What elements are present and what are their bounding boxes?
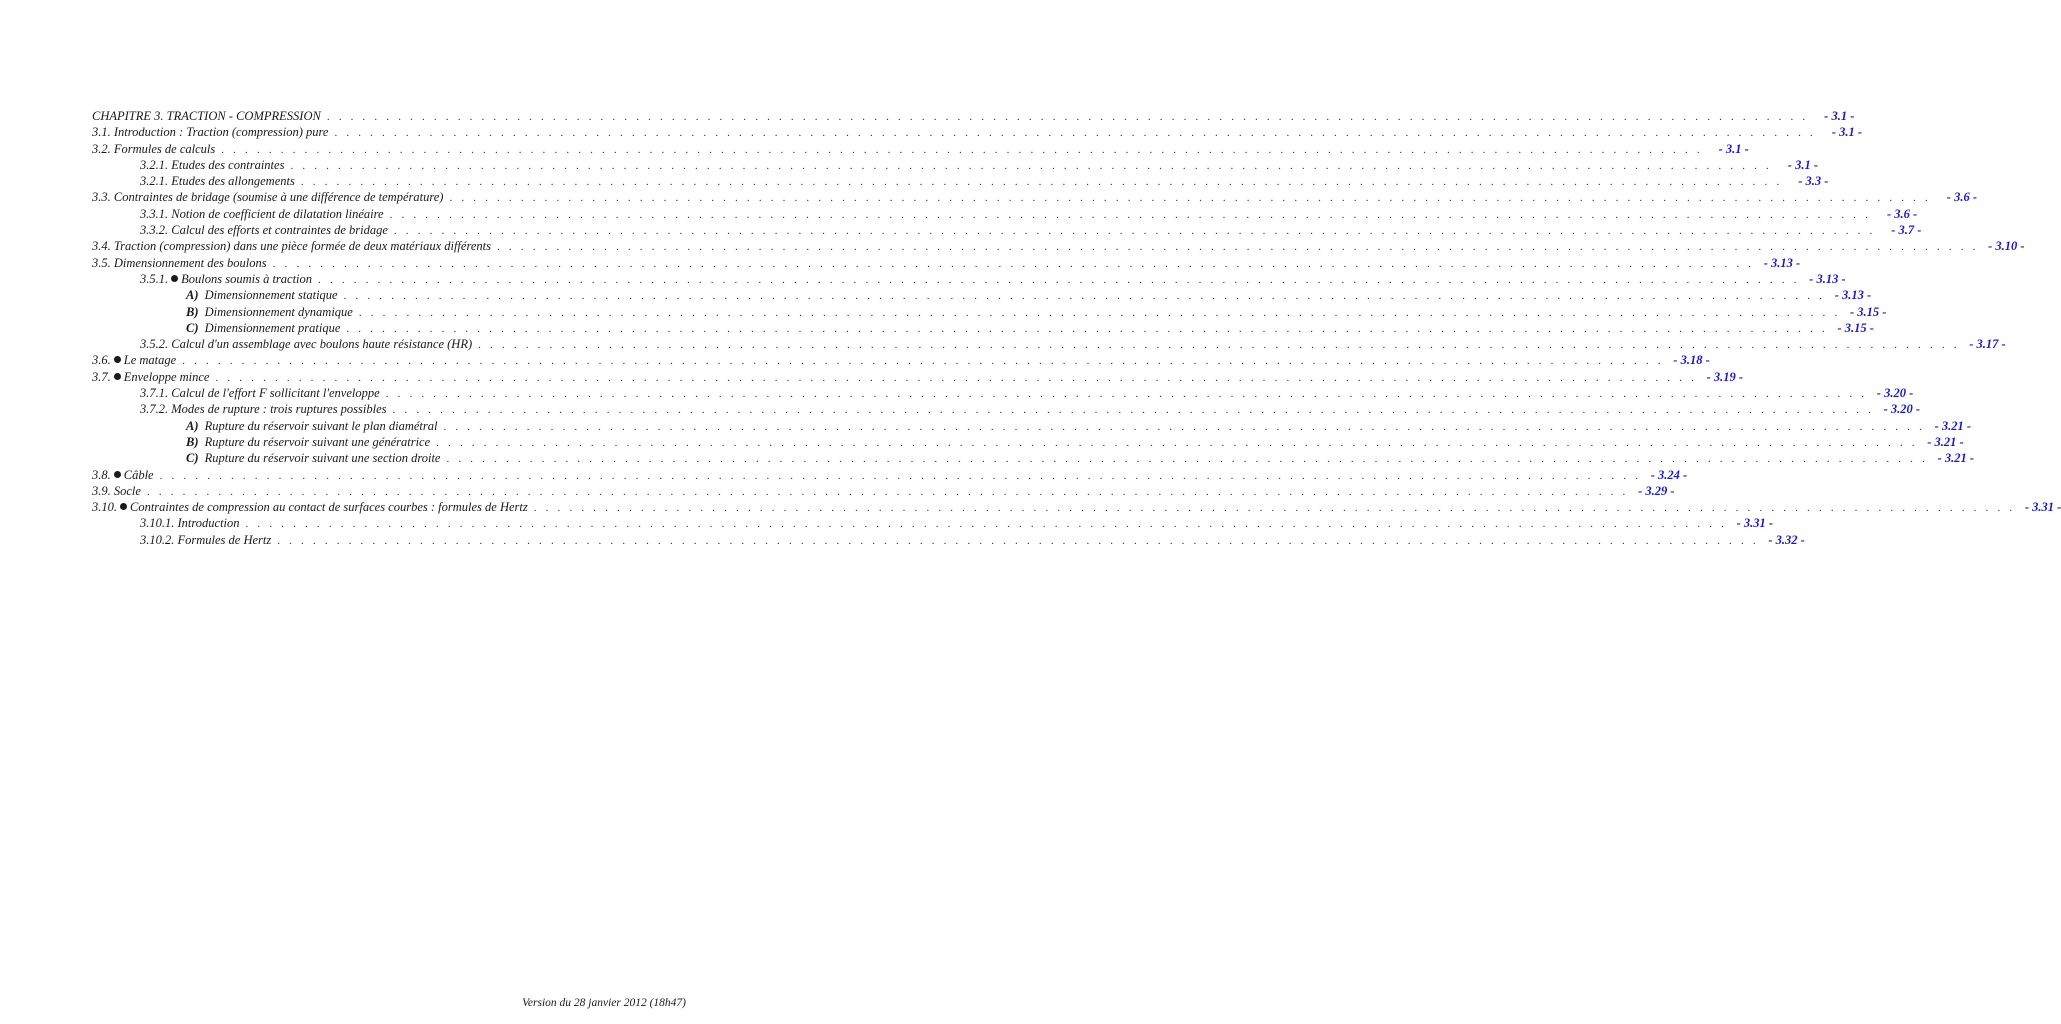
toc-entry[interactable] [92,499,2061,515]
toc-page-number[interactable]: - 3.31 - [1736,516,1774,531]
version-footer: Version du 28 janvier 2012 (18h47) [522,997,686,1009]
dot-leader [147,484,1629,500]
toc-entry-label [186,450,440,466]
toc-entry-label [140,336,472,352]
toc-entry[interactable] [92,532,1805,548]
toc-entry-label [140,173,295,189]
toc-entry-number: B) [186,434,199,449]
toc-entry[interactable] [92,255,1801,271]
toc-entry[interactable] [92,352,1710,368]
toc-entry-number: C) [186,320,199,335]
toc-entry-label [92,141,215,157]
toc-entry-number: 3.7. [92,369,111,384]
toc-entry[interactable] [92,287,1872,303]
toc-entry-title: 3.7.2. Modes de rupture : trois ruptures possibles [140,402,387,417]
toc-entry-label [140,385,380,401]
toc-entry-title: 3.2. Formules de calculs [92,141,216,156]
toc-entry[interactable] [92,515,1774,531]
toc-page-number[interactable]: - 3.31 - [2024,500,2061,515]
toc-entry-label [186,320,340,336]
bullet-icon [120,503,127,510]
toc-entry[interactable] [92,434,1964,450]
toc-page-number[interactable]: - 3.15 - [1837,320,1874,335]
toc-page-number[interactable]: - 3.13 - [1763,255,1801,270]
toc-entry-label [140,157,284,173]
toc-entry[interactable] [92,304,1887,320]
toc-page-number[interactable]: - 3.1 - [1718,141,1749,156]
toc-entry-title: 3.2.1. Etudes des allongements [140,174,295,189]
toc-page-number[interactable]: - 3.6 - [1946,190,1977,205]
toc-entry-title: 3.9. Socle [92,483,141,498]
toc-entry-title: 3.3.2. Calcul des efforts et contraintes de bridage [140,223,388,238]
bullet-icon [114,356,121,363]
toc-entry-label [140,222,388,238]
toc-entry-title: 3.10.2. Formules de Hertz [140,532,272,547]
toc-entry[interactable] [92,418,1972,434]
toc-entry[interactable] [92,141,1749,157]
toc-page-number[interactable]: - 3.20 - [1876,386,1914,401]
toc-entry-title: 3.4. Traction (compression) dans une pièce formée de deux matériaux différents [92,239,491,254]
dot-leader [327,109,1809,125]
toc-entry-label [140,271,312,287]
dot-leader [446,451,1928,467]
toc-entry[interactable] [92,483,1675,499]
toc-entry-title: Dimensionnement pratique [204,320,341,335]
toc-entry-title: Dimensionnement dynamique [204,304,353,319]
toc-entry-label [92,483,141,499]
dot-leader [443,419,1925,435]
toc-entry-label [92,189,443,205]
toc-entry-label [92,255,267,271]
toc-entry-label [92,124,328,140]
toc-page-number[interactable]: - 3.1 - [1831,125,1863,140]
toc-entry[interactable] [92,108,1855,124]
toc-page-number[interactable]: - 3.18 - [1673,353,1710,368]
toc-page-number[interactable]: - 3.32 - [1768,532,1805,547]
toc-entry-title: CHAPITRE 3. TRACTION - COMPRESSION [92,109,321,123]
toc-entry-label [186,434,430,450]
dot-leader [160,468,1642,484]
toc-entry-number: C) [186,451,199,466]
dot-leader [215,370,1697,386]
table-of-contents [92,108,2061,548]
toc-entry[interactable] [92,222,1922,238]
dot-leader [394,223,1876,239]
toc-entry-label [140,532,271,548]
dot-leader [182,353,1664,369]
toc-page-number[interactable]: - 3.21 - [1934,418,1972,433]
dot-leader [359,305,1841,321]
toc-entry-title: 3.10.1. Introduction [140,516,240,531]
dot-leader [449,190,1931,206]
toc-entry[interactable] [92,157,1818,173]
dot-leader [301,174,1783,190]
toc-page-number[interactable]: - 3.3 - [1798,174,1829,189]
toc-entry-number: B) [186,304,199,319]
toc-page-number[interactable]: - 3.15 - [1849,304,1887,319]
toc-entry-number: A) [186,288,199,303]
toc-entry-label [92,499,528,515]
toc-page-number[interactable]: - 3.17 - [1969,337,2006,352]
dot-leader [478,337,1960,353]
dot-leader [277,533,1759,549]
toc-entry[interactable] [92,189,1977,205]
toc-entry-title: Rupture du réservoir suivant le plan diamétral [204,418,438,433]
toc-entry-label [92,352,176,368]
toc-entry[interactable] [92,124,1863,140]
toc-entry-title: 3.2.1. Etudes des contraintes [140,157,285,172]
toc-entry-title: Contraintes de compression au contact de surfaces courbes : formules de Hertz [130,500,528,515]
toc-page-number[interactable]: - 3.6 - [1886,206,1918,221]
toc-entry[interactable] [92,206,1918,222]
toc-page-number[interactable]: - 3.21 - [1927,434,1964,449]
toc-entry-label [92,467,154,483]
dot-leader [393,402,1875,418]
toc-entry-number: 3.6. [92,353,111,368]
toc-entry[interactable] [92,467,1688,483]
dot-leader [246,516,1728,532]
toc-entry[interactable] [92,271,1846,287]
toc-entry[interactable] [92,320,1874,336]
toc-page-number[interactable]: - 3.7 - [1891,223,1922,238]
dot-leader [318,272,1800,288]
bullet-icon [114,373,121,380]
toc-entry-title: Enveloppe mince [123,369,210,384]
toc-entry-number: 3.5.1. [140,271,169,286]
toc-entry-title: Câble [123,467,154,482]
toc-page-number[interactable]: - 3.13 - [1834,288,1872,303]
toc-page-number[interactable]: - 3.19 - [1706,369,1744,384]
dot-leader [290,158,1772,174]
dot-leader [344,288,1826,304]
toc-entry[interactable] [92,238,2025,254]
dot-leader [534,500,2016,516]
toc-entry-number: 3.8. [92,467,111,482]
toc-entry-title: Rupture du réservoir suivant une section droite [204,451,441,466]
toc-entry-label [140,206,384,222]
toc-page-number[interactable]: - 3.24 - [1650,467,1688,482]
toc-page-number[interactable]: - 3.29 - [1638,483,1675,498]
toc-entry-label [140,515,240,531]
toc-entry-number: 3.10. [92,500,117,515]
toc-entry-title: 3.3. Contraintes de bridage (soumise à une différence de température) [92,190,444,205]
toc-entry-label [186,287,338,303]
toc-page-number[interactable]: - 3.20 - [1883,402,1921,417]
toc-entry-label [186,418,437,434]
toc-entry-title: Rupture du réservoir suivant une génératrice [204,434,431,449]
toc-page-number[interactable]: - 3.10 - [1988,239,2025,254]
dot-leader [497,239,1979,255]
toc-entry-number: A) [186,418,199,433]
toc-entry-label [92,238,491,254]
dot-leader [221,142,1703,158]
toc-entry-title: 3.5. Dimensionnement des boulons [92,255,267,270]
toc-entry-label [92,369,209,385]
toc-entry-title: 3.1. Introduction : Traction (compression) pure [92,125,329,140]
toc-entry-title: 3.3.1. Notion de coefficient de dilatation linéaire [140,206,384,221]
dot-leader [436,435,1918,451]
toc-entry[interactable] [92,369,1744,385]
toc-page-number[interactable]: - 3.1 - [1787,157,1818,172]
toc-entry-title: 3.5.2. Calcul d'un assemblage avec boulons haute résistance (HR) [140,337,473,352]
toc-entry-label [140,401,387,417]
toc-entry-title: Le matage [123,353,177,368]
toc-entry[interactable] [92,336,2006,352]
toc-entry-title: Boulons soumis à traction [181,271,313,286]
toc-entry-label [92,108,321,124]
dot-leader [390,207,1872,223]
toc-page-number[interactable]: - 3.1 - [1824,109,1855,123]
bullet-icon [114,471,121,478]
toc-entry[interactable] [92,173,1829,189]
dot-leader [346,321,1828,337]
dot-leader [334,125,1816,141]
dot-leader [386,386,1868,402]
toc-entry-title: Dimensionnement statique [204,288,338,303]
toc-entry-label [186,304,353,320]
toc-page-number[interactable]: - 3.21 - [1937,451,1975,466]
toc-entry[interactable] [92,401,1921,417]
toc-entry-title: 3.7.1. Calcul de l'effort F sollicitant l'enveloppe [140,386,380,401]
toc-entry[interactable] [92,385,1914,401]
bullet-icon [171,275,178,282]
toc-page-number[interactable]: - 3.13 - [1809,271,1846,286]
toc-entry[interactable] [92,450,1975,466]
dot-leader [273,256,1755,272]
